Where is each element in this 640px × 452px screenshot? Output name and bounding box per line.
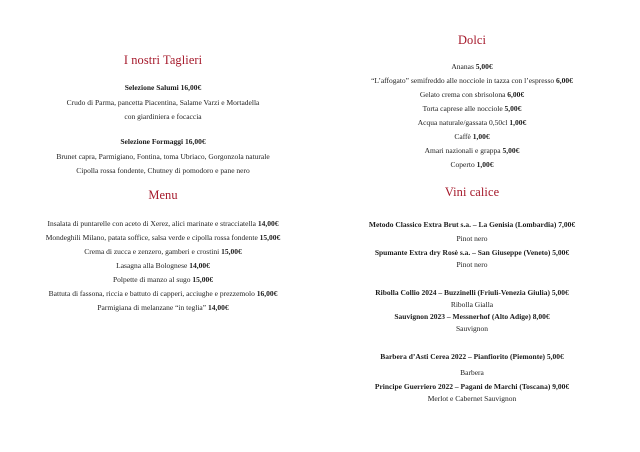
taglieri-heading: I nostri Taglieri — [123, 53, 203, 67]
dolci-item: Gelato crema con sbrisolona 6,00€ — [419, 90, 525, 99]
wine-title: Spumante Extra dry Rosè s.a. – San Giuseppe (Veneto) 5,00€ — [374, 248, 570, 257]
wine-grape: Pinot nero — [456, 234, 488, 243]
formaggi-description-2: Cipolla rossa fondente, Chutney di pomodoro e pane nero — [76, 166, 250, 175]
wine-grape: Barbera — [460, 368, 484, 377]
formaggi-description: Brunet capra, Parmigiano, Fontina, toma Ubriaco, Gorgonzola naturale — [56, 152, 270, 161]
vini-heading: Vini calice — [444, 185, 500, 199]
wine-grape: Merlot e Cabernet Sauvignon — [427, 394, 517, 403]
menu-heading: Menu — [148, 188, 178, 202]
wine-title: Ribolla Collio 2024 – Buzzinelli (Friuli-Venezia Giulia) 5,00€ — [375, 288, 569, 297]
dolci-item: Coperto 1,00€ — [450, 160, 494, 169]
menu-item: Mondeghili Milano, patata soffice, salsa verde e cipolla rossa fondente 15,00€ — [45, 233, 281, 242]
menu-item: Crema di zucca e zenzero, gamberi e crostini 15,00€ — [84, 247, 242, 256]
dolci-item: Amari nazionali e grappa 5,00€ — [424, 146, 520, 155]
salumi-title: Selezione Salumi 16,00€ — [124, 83, 202, 92]
dolci-item: Torta caprese alle nocciole 5,00€ — [422, 104, 522, 113]
wine-grape: Ribolla Gialla — [450, 300, 494, 309]
wine-grape: Pinot nero — [456, 260, 488, 269]
salumi-description-2: con giardiniera e focaccia — [124, 112, 202, 121]
dolci-item: Caffè 1,00€ — [454, 132, 490, 141]
wine-title: Barbera d’Asti Cerea 2022 – Pianfiorito (Piemonte) 5,00€ — [380, 352, 564, 361]
wine-title: Principe Guerriero 2022 – Pagani de Marchi (Toscana) 9,00€ — [374, 382, 570, 391]
salumi-description: Crudo di Parma, pancetta Piacentina, Salame Varzi e Mortadella — [66, 98, 260, 107]
dolci-item: Acqua naturale/gassata 0,50cl 1,00€ — [417, 118, 527, 127]
wine-title: Metodo Classico Extra Brut s.a. – La Genisia (Lombardia) 7,00€ — [368, 220, 576, 229]
dolci-item: Ananas 5,00€ — [451, 62, 493, 71]
menu-item: Polpette di manzo al sugo 15,00€ — [113, 275, 213, 284]
menu-item: Insalata di puntarelle con aceto di Xerez, alici marinate e stracciatella 14,00€ — [47, 219, 279, 228]
wine-grape: Sauvignon — [455, 324, 489, 333]
wine-title: Sauvignon 2023 – Messnerhof (Alto Adige) 8,00€ — [394, 312, 550, 321]
menu-item: Battuta di fassona, riccia e battuto di capperi, acciughe e prezzemolo 16,00€ — [48, 289, 278, 298]
menu-item: Lasagna alla Bolognese 14,00€ — [116, 261, 210, 270]
dolci-item: “L’affogato” semifreddo alle nocciole in tazza con l’espresso 6,00€ — [371, 76, 573, 85]
menu-item: Parmigiana di melanzane “in teglia” 14,00€ — [97, 303, 229, 312]
dolci-heading: Dolci — [457, 33, 487, 47]
formaggi-title: Selezione Formaggi 16,00€ — [120, 137, 206, 146]
